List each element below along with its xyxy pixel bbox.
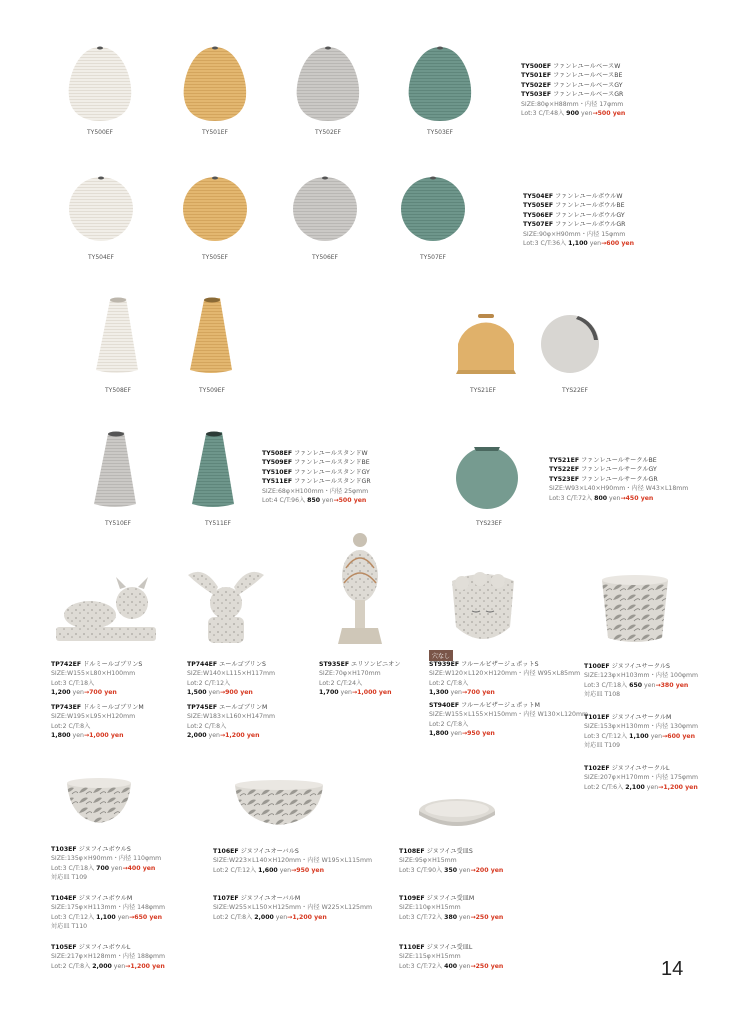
lot: Lot:3 C/T:18入 — [51, 864, 95, 872]
bowl-pot-image — [64, 775, 134, 827]
dish-image — [416, 795, 498, 829]
yen: yen — [450, 730, 462, 738]
code: ST935EF — [319, 661, 350, 668]
yen: yen — [459, 962, 471, 970]
arrow: → — [351, 689, 358, 697]
name: ファンレユールベースBE — [553, 72, 623, 80]
code: TY511EF — [262, 478, 293, 486]
new-price: 1,200 yen — [663, 783, 698, 791]
lot: Lot:2 C/T:24入 — [319, 679, 363, 687]
name: ドルミールゴブリンS — [83, 661, 143, 668]
code: TP742EF — [51, 661, 82, 668]
product-block-bowl-s — [51, 845, 161, 883]
fleur-pot-image — [446, 571, 520, 647]
code: TY506EF — [523, 211, 554, 219]
size: SIZE:W255×L150×H125mm・内径 W225×L125mm — [213, 904, 373, 912]
yen: yen — [650, 732, 663, 740]
product-block-oval-m — [213, 894, 372, 922]
new-price: 250 yen — [475, 962, 504, 970]
name: ファンレユールベースGY — [553, 81, 623, 89]
new-price: 650 yen — [134, 913, 162, 921]
old-price: 650 — [629, 681, 643, 689]
caption-ty511ef: TY511EF — [204, 520, 232, 527]
lot: Lot:2 C/T:12入 — [213, 866, 257, 874]
oval-pot-image — [232, 777, 326, 829]
caption-ty508ef: TY508EF — [104, 387, 132, 394]
code: T109EF — [399, 895, 425, 902]
name: ファンレユールサークルGY — [581, 466, 657, 474]
old-price: 1,200 — [51, 689, 71, 697]
old-price: 2,000 — [92, 962, 112, 970]
product-block-circle — [549, 456, 688, 503]
old-price: 1,500 — [187, 689, 207, 697]
new-price: 600 yen — [667, 732, 695, 740]
yen: yen — [275, 913, 288, 921]
yen: yen — [322, 497, 334, 505]
product-block-goblin-m — [51, 703, 144, 741]
product-block-stand — [262, 449, 371, 505]
name: フルールビザージュポットM — [461, 702, 540, 709]
new-price: 500 yen — [338, 497, 367, 505]
circle-image-be — [452, 310, 522, 376]
name: エールゴブリンS — [219, 661, 266, 668]
old-price: 2,100 — [625, 783, 645, 791]
name: ドルミールゴブリンM — [83, 704, 144, 711]
new-price: 400 yen — [127, 864, 156, 872]
code: T104EF — [51, 895, 77, 902]
vase-image-w — [65, 45, 135, 123]
name: ジヌフイユサークルM — [611, 714, 672, 721]
new-price: 500 yen — [597, 110, 626, 118]
new-price: 1,200 yen — [225, 732, 260, 740]
fleur-tag: 穴なし — [429, 650, 453, 661]
code: TY523EF — [549, 475, 580, 483]
lot: Lot:2 C/T:8入 — [429, 720, 469, 728]
arrow: → — [658, 783, 664, 791]
product-block-fleur-m — [429, 701, 588, 739]
name: フルールビザージュポットS — [461, 661, 539, 668]
name: エールゴブリンM — [219, 704, 268, 711]
bowl-image-gy — [290, 172, 360, 242]
caption-ty503ef: TY503EF — [426, 129, 454, 136]
code: TP744EF — [187, 661, 218, 668]
yen: yen — [208, 689, 220, 697]
old-price: 1,800 — [51, 732, 71, 740]
caption-ty510ef: TY510EF — [104, 520, 132, 527]
arrow: → — [219, 689, 226, 697]
code: T108EF — [399, 848, 425, 855]
code: T101EF — [584, 714, 610, 721]
lot: Lot:3 C/T:90入 — [399, 866, 443, 874]
arrow: → — [129, 913, 135, 921]
product-block-dish-s — [399, 847, 503, 875]
code: TY501EF — [521, 72, 552, 80]
size: SIZE:68φ×H100mm・内径 25φmm — [262, 487, 369, 495]
product-block-oval-s — [213, 847, 372, 875]
lot: Lot:4 C/T:96入 — [262, 497, 306, 505]
arrow: → — [655, 681, 661, 689]
old-price: 1,100 — [629, 732, 649, 740]
arrow: → — [122, 864, 128, 872]
size: SIZE:90φ×H90mm・内径 15φmm — [523, 230, 626, 238]
new-price: 950 yen — [467, 730, 495, 738]
name: ファンレユールボウルW — [555, 193, 623, 200]
yen: yen — [581, 110, 593, 118]
arrow: → — [83, 689, 90, 697]
note: 対応皿 T109 — [51, 874, 88, 882]
name: ファンレユールボウルGR — [555, 221, 626, 229]
new-price: 600 yen — [606, 240, 634, 248]
lot: Lot:3 C/T:12入 — [51, 913, 95, 921]
code: ST939EF — [429, 661, 460, 668]
lot: Lot:2 C/T:8入 — [51, 722, 91, 730]
size: SIZE:110φ×H15mm — [399, 904, 461, 912]
product-block-ail-m — [187, 703, 275, 741]
old-price: 900 — [566, 110, 580, 118]
size: SIZE:W223×L140×H120mm・内径 W195×L115mm — [213, 857, 373, 865]
goblin-sleeping-image — [50, 575, 162, 645]
size: SIZE:123φ×H103mm・内径 100φmm — [584, 672, 699, 680]
old-price: 850 — [307, 497, 321, 505]
yen: yen — [111, 864, 123, 872]
yen: yen — [646, 783, 659, 791]
code: TY510EF — [262, 468, 293, 476]
arrow: → — [601, 240, 607, 248]
name: ファンレユールベースW — [553, 63, 621, 70]
yen: yen — [609, 494, 621, 502]
old-price: 380 — [444, 913, 458, 921]
circle-image-gy — [538, 310, 604, 376]
caption-ty507ef: TY507EF — [419, 254, 447, 261]
yen: yen — [113, 962, 126, 970]
size: SIZE:217φ×H128mm・内径 188φmm — [51, 953, 166, 961]
code: TY503EF — [521, 91, 552, 99]
yen: yen — [72, 732, 84, 740]
code: TY522EF — [549, 466, 580, 474]
lot: Lot:2 C/T:8入 — [213, 913, 253, 921]
lot: Lot:3 C/T:48入 — [521, 110, 565, 118]
arrow: → — [291, 866, 297, 874]
caption-tys21ef: TYS21EF — [469, 387, 496, 394]
page-number: 14 — [661, 958, 684, 980]
yen: yen — [72, 689, 84, 697]
note: 対応皿 T108 — [584, 691, 621, 699]
size: SIZE:95φ×H15mm — [399, 857, 457, 865]
new-price: 1,200 yen — [130, 962, 165, 970]
old-price: 2,000 — [254, 913, 274, 921]
old-price: 1,100 — [96, 913, 116, 921]
name: ファンレユールスタンドGR — [294, 478, 371, 486]
name: ファンレユールサークルGR — [581, 475, 658, 483]
new-price: 1,000 yen — [89, 732, 124, 740]
name: ファンレユールスタンドW — [294, 450, 368, 457]
size: SIZE:175φ×H113mm・内径 148φmm — [51, 904, 166, 912]
arrow: → — [461, 689, 468, 697]
pinion-image — [334, 528, 386, 648]
name: ジヌフイユオーバルS — [240, 848, 299, 855]
size: SIZE:115φ×H15mm — [399, 953, 461, 961]
product-block-bowl — [523, 192, 634, 248]
name: ジヌフイユサークルS — [611, 663, 670, 670]
code: T110EF — [399, 944, 425, 951]
size: SIZE:W155×L80×H100mm — [51, 670, 136, 678]
name: ジヌフイユ受皿L — [426, 944, 473, 951]
yen: yen — [340, 689, 352, 697]
old-price: 1,800 — [429, 730, 449, 738]
name: ジヌフイユサークルL — [611, 765, 670, 772]
caption-ty509ef: TY509EF — [198, 387, 226, 394]
vase-image-be — [180, 45, 250, 123]
old-price: 800 — [594, 494, 608, 502]
caption-ty500ef: TY500EF — [86, 129, 114, 136]
lot: Lot:2 C/T:8入 — [187, 722, 227, 730]
new-price: 950 yen — [296, 866, 324, 874]
name: ファンレユールサークルBE — [581, 457, 657, 464]
name: エリソンピニオン — [351, 661, 401, 668]
product-block-dish-m — [399, 894, 503, 922]
product-block-circle-m — [584, 713, 698, 751]
name: ジヌフイユボウルS — [78, 846, 131, 853]
circle-pot-image — [598, 572, 672, 646]
caption-tys22ef: TYS22EF — [561, 387, 588, 394]
arrow: → — [620, 494, 626, 502]
yen: yen — [450, 689, 462, 697]
yen: yen — [459, 913, 471, 921]
stand-image-be — [186, 296, 236, 376]
arrow: → — [333, 497, 339, 505]
product-block-pinion — [319, 660, 401, 698]
new-price: 1,000 yen — [357, 689, 392, 697]
vase-image-gr — [405, 45, 475, 123]
code: TY521EF — [549, 457, 580, 464]
old-price: 350 — [444, 866, 458, 874]
vase-image-gy — [293, 45, 363, 123]
arrow: → — [662, 732, 668, 740]
size: SIZE:207φ×H170mm・内径 175φmm — [584, 774, 699, 782]
size: SIZE:W155×L155×H150mm・内径 W130×L120mm — [429, 711, 589, 719]
code: T107EF — [213, 895, 239, 902]
code: TY508EF — [262, 450, 293, 457]
arrow: → — [470, 962, 476, 970]
size: SIZE:W195×L95×H120mm — [51, 713, 136, 721]
arrow: → — [287, 913, 293, 921]
code: TY505EF — [523, 202, 554, 210]
name: ファンレユールスタンドGY — [294, 468, 370, 476]
code: TY507EF — [523, 221, 554, 229]
size: SIZE:W183×L160×H147mm — [187, 713, 276, 721]
yen: yen — [279, 866, 292, 874]
code: TP743EF — [51, 704, 82, 711]
size: SIZE:153φ×H130mm・内径 130φmm — [584, 723, 699, 731]
size: SIZE:80φ×H88mm・内径 17φmm — [521, 100, 624, 108]
stand-image-w — [92, 296, 142, 376]
product-block-bowl-l — [51, 943, 165, 971]
arrow: → — [461, 730, 468, 738]
new-price: 200 yen — [475, 866, 504, 874]
code: T100EF — [584, 663, 610, 670]
old-price: 1,600 — [258, 866, 278, 874]
circle-image-gr — [452, 442, 522, 512]
new-price: 250 yen — [475, 913, 504, 921]
caption-ty502ef: TY502EF — [314, 129, 342, 136]
bowl-image-gr — [398, 172, 468, 242]
size: SIZE:135φ×H90mm・内径 110φmm — [51, 855, 162, 863]
yen: yen — [459, 866, 471, 874]
name: ファンレユールボウルBE — [555, 202, 625, 210]
caption-tys23ef: TYS23EF — [475, 520, 502, 527]
name: ファンレユールベースGR — [553, 91, 624, 99]
size: SIZE:W120×L120×H120mm・内径 W95×L85mm — [429, 670, 581, 678]
code: T102EF — [584, 765, 610, 772]
lot: Lot:3 C/T:18入 — [584, 681, 628, 689]
name: ファンレユールボウルGY — [555, 211, 625, 219]
product-block-base — [521, 62, 625, 118]
caption-ty506ef: TY506EF — [311, 254, 339, 261]
size: SIZE:W93×L40×H90mm・内径 W43×L18mm — [549, 485, 689, 493]
new-price: 700 yen — [467, 689, 495, 697]
product-block-ail-s — [187, 660, 275, 698]
code: TY500EF — [521, 63, 552, 70]
yen: yen — [117, 913, 130, 921]
code: TY504EF — [523, 193, 554, 200]
lot: Lot:3 C/T:72入 — [549, 494, 593, 502]
old-price: 700 — [96, 864, 110, 872]
product-block-fleur-s — [429, 660, 580, 698]
size: SIZE:70φ×H170mm — [319, 670, 381, 678]
lot: Lot:3 C/T:72入 — [399, 913, 443, 921]
lot: Lot:3 C/T:12入 — [584, 732, 628, 740]
old-price: 1,100 — [568, 240, 588, 248]
name: ジヌフイユ受皿S — [426, 848, 473, 855]
new-price: 450 yen — [625, 494, 654, 502]
arrow: → — [592, 110, 598, 118]
lot: Lot:3 C/T:72入 — [399, 962, 443, 970]
lot: Lot:2 C/T:8入 — [51, 962, 91, 970]
lot: Lot:3 C/T:18入 — [51, 679, 95, 687]
code: TP745EF — [187, 704, 218, 711]
new-price: 900 yen — [225, 689, 253, 697]
name: ファンレユールスタンドBE — [294, 459, 370, 467]
product-block-bowl-m — [51, 894, 165, 932]
arrow: → — [470, 866, 476, 874]
note: 対応皿 T110 — [51, 923, 88, 931]
bowl-image-be — [180, 172, 250, 242]
product-block-circle-s — [584, 662, 698, 700]
goblin-wings-image — [184, 565, 268, 647]
lot: Lot:2 C/T:6入 — [584, 783, 624, 791]
code: T106EF — [213, 848, 239, 855]
old-price: 2,000 — [187, 732, 207, 740]
code: TY509EF — [262, 459, 293, 467]
product-block-circle-l — [584, 764, 698, 792]
name: ジヌフイユボウルM — [78, 895, 133, 902]
arrow: → — [83, 732, 90, 740]
product-block-goblin-s — [51, 660, 142, 698]
name: ジヌフイユオーバルM — [240, 895, 301, 902]
new-price: 1,200 yen — [292, 913, 327, 921]
yen: yen — [208, 732, 220, 740]
name: ジヌフイユボウルL — [78, 944, 131, 951]
size: SIZE:W140×L115×H117mm — [187, 670, 276, 678]
code: ST940EF — [429, 702, 460, 709]
new-price: 700 yen — [89, 689, 117, 697]
stand-image-gy — [90, 430, 140, 510]
name: ジヌフイユ受皿M — [426, 895, 475, 902]
stand-image-gr — [188, 430, 238, 510]
new-price: 380 yen — [660, 681, 689, 689]
arrow: → — [125, 962, 131, 970]
lot: Lot:2 C/T:12入 — [187, 679, 231, 687]
code: T105EF — [51, 944, 77, 951]
arrow: → — [219, 732, 226, 740]
old-price: 400 — [444, 962, 458, 970]
lot: Lot:2 C/T:8入 — [429, 679, 469, 687]
caption-ty504ef: TY504EF — [87, 254, 115, 261]
yen: yen — [589, 240, 602, 248]
old-price: 1,300 — [429, 689, 449, 697]
bowl-image-w — [66, 172, 136, 242]
old-price: 1,700 — [319, 689, 339, 697]
caption-ty505ef: TY505EF — [201, 254, 229, 261]
note: 対応皿 T109 — [584, 742, 621, 750]
arrow: → — [470, 913, 476, 921]
code: T103EF — [51, 846, 77, 853]
code: TY502EF — [521, 81, 552, 89]
lot: Lot:3 C/T:36入 — [523, 240, 567, 248]
yen: yen — [644, 681, 656, 689]
caption-ty501ef: TY501EF — [201, 129, 229, 136]
product-block-dish-l — [399, 943, 503, 971]
